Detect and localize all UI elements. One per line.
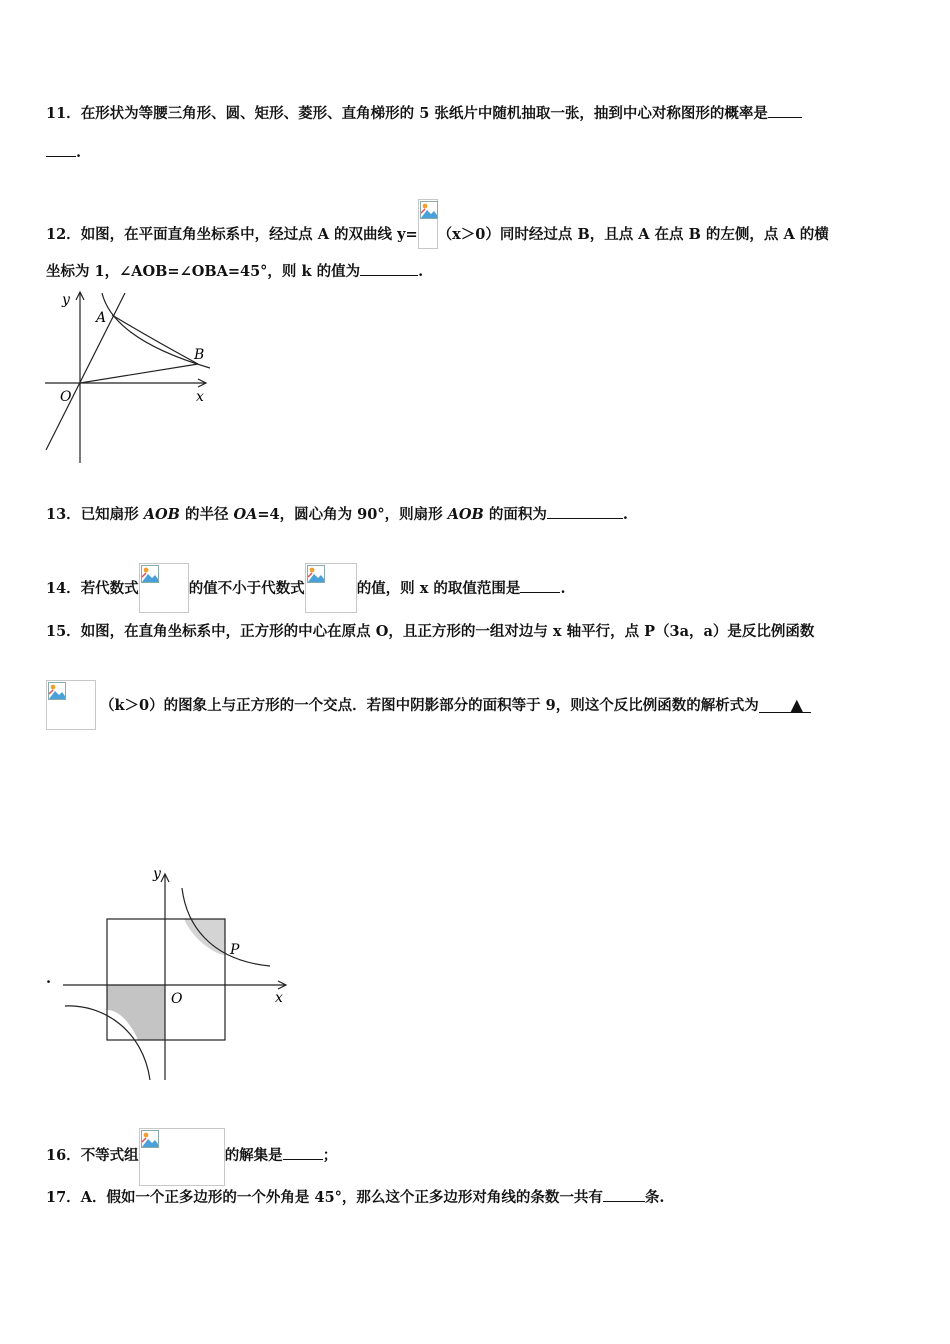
formula-image bbox=[139, 563, 189, 613]
question-text: 的值，则 x 的取值范围是 bbox=[356, 580, 521, 597]
x-label: x bbox=[275, 990, 283, 1006]
question-text: 坐标为 1，∠AOB=∠OBA=45°，则 k 的值为 bbox=[46, 263, 361, 280]
broken-image-icon bbox=[420, 201, 438, 219]
question-text: =4，圆心角为 90°，则扇形 bbox=[257, 506, 448, 523]
punctuation: 条. bbox=[644, 1189, 665, 1206]
shaded-region-lower-left bbox=[107, 985, 165, 1040]
formula-image bbox=[418, 199, 438, 249]
answer-blank[interactable] bbox=[759, 695, 811, 714]
math-var: AOB bbox=[143, 506, 180, 523]
origin-label: O bbox=[60, 389, 72, 405]
line-oa bbox=[46, 293, 125, 450]
broken-image-icon bbox=[141, 565, 159, 583]
punctuation: . bbox=[560, 580, 566, 597]
answer-blank[interactable] bbox=[603, 1187, 645, 1202]
question-number: 12． bbox=[46, 226, 81, 243]
y-label: y bbox=[62, 292, 70, 308]
point-b-label: B bbox=[194, 347, 205, 363]
question-13 bbox=[46, 504, 628, 525]
question-text: 如图，在平面直角坐标系中，经过点 A 的双曲线 y= bbox=[80, 226, 418, 243]
triangle-marker: ▲ bbox=[790, 695, 803, 714]
punctuation: . bbox=[622, 506, 628, 523]
punctuation: . bbox=[418, 263, 424, 280]
formula-image bbox=[139, 1128, 225, 1186]
answer-blank[interactable] bbox=[46, 142, 76, 157]
question-number: 16． bbox=[46, 1147, 81, 1164]
question-text: （k＞0）的图象上与正方形的一个交点．若图中阴影部分的面积等于 9，则这个反比例函数的解析式为 bbox=[100, 697, 759, 714]
question-text: 不等式组 bbox=[80, 1147, 139, 1164]
math-var: OA bbox=[233, 506, 258, 523]
broken-image-icon bbox=[141, 1130, 159, 1148]
punctuation: . bbox=[76, 144, 82, 161]
question-text: 的解集是 bbox=[224, 1147, 283, 1164]
question-text: 若代数式 bbox=[80, 580, 139, 597]
question-number: 14． bbox=[46, 580, 81, 597]
answer-blank[interactable] bbox=[547, 504, 623, 519]
question-17 bbox=[46, 1187, 664, 1208]
question-11 bbox=[46, 103, 802, 124]
question-text: A．假如一个正多边形的一个外角是 45°，那么这个正多边形对角线的条数一共有 bbox=[80, 1189, 603, 1206]
x-label: x bbox=[196, 389, 204, 405]
line-ob bbox=[80, 364, 198, 383]
question-text: 已知扇形 bbox=[80, 506, 144, 523]
question-text: 的半径 bbox=[179, 506, 234, 523]
formula-image bbox=[46, 680, 96, 730]
answer-blank[interactable] bbox=[283, 1145, 323, 1160]
answer-blank[interactable] bbox=[520, 578, 560, 593]
question-14 bbox=[46, 563, 566, 613]
formula-image bbox=[305, 563, 357, 613]
question-number: 11． bbox=[46, 105, 81, 122]
question-text-cont: （x＞0）同时经过点 B，且点 A 在点 B 的左侧，点 A 的横 bbox=[437, 226, 829, 243]
question-16 bbox=[46, 1128, 337, 1186]
question-number: 15． bbox=[46, 623, 81, 640]
question-text: 在形状为等腰三角形、圆、矩形、菱形、直角梯形的 5 张纸片中随机抽取一张，抽到中心对称图形的概率是 bbox=[80, 105, 768, 122]
question-text: 的值不小于代数式 bbox=[188, 580, 305, 597]
answer-blank[interactable] bbox=[768, 103, 802, 118]
point-a-label: A bbox=[96, 310, 107, 326]
q12-figure bbox=[40, 288, 215, 466]
y-label: y bbox=[153, 866, 161, 882]
segment-ab bbox=[112, 315, 198, 364]
question-number: 13． bbox=[46, 506, 81, 523]
broken-image-icon bbox=[307, 565, 325, 583]
origin-label: O bbox=[171, 991, 183, 1007]
figure-lead-dot: . bbox=[46, 970, 52, 987]
point-p-label: P bbox=[230, 942, 240, 958]
q15-figure bbox=[58, 860, 293, 1085]
question-11-continuation bbox=[46, 142, 81, 163]
question-15-line2 bbox=[46, 680, 811, 730]
question-number: 17． bbox=[46, 1189, 81, 1206]
answer-blank[interactable] bbox=[360, 261, 418, 276]
hyperbola-branch-upper bbox=[182, 888, 270, 966]
punctuation: ； bbox=[322, 1147, 338, 1164]
math-var: AOB bbox=[447, 506, 484, 523]
question-text: 如图，在直角坐标系中，正方形的中心在原点 O，且正方形的一组对边与 x 轴平行，点 P（3a，a）是反比例函数 bbox=[80, 623, 815, 640]
question-12-line2 bbox=[46, 261, 423, 282]
question-12 bbox=[46, 199, 829, 249]
question-text: 的面积为 bbox=[483, 506, 547, 523]
question-15 bbox=[46, 622, 814, 642]
broken-image-icon bbox=[48, 682, 66, 700]
